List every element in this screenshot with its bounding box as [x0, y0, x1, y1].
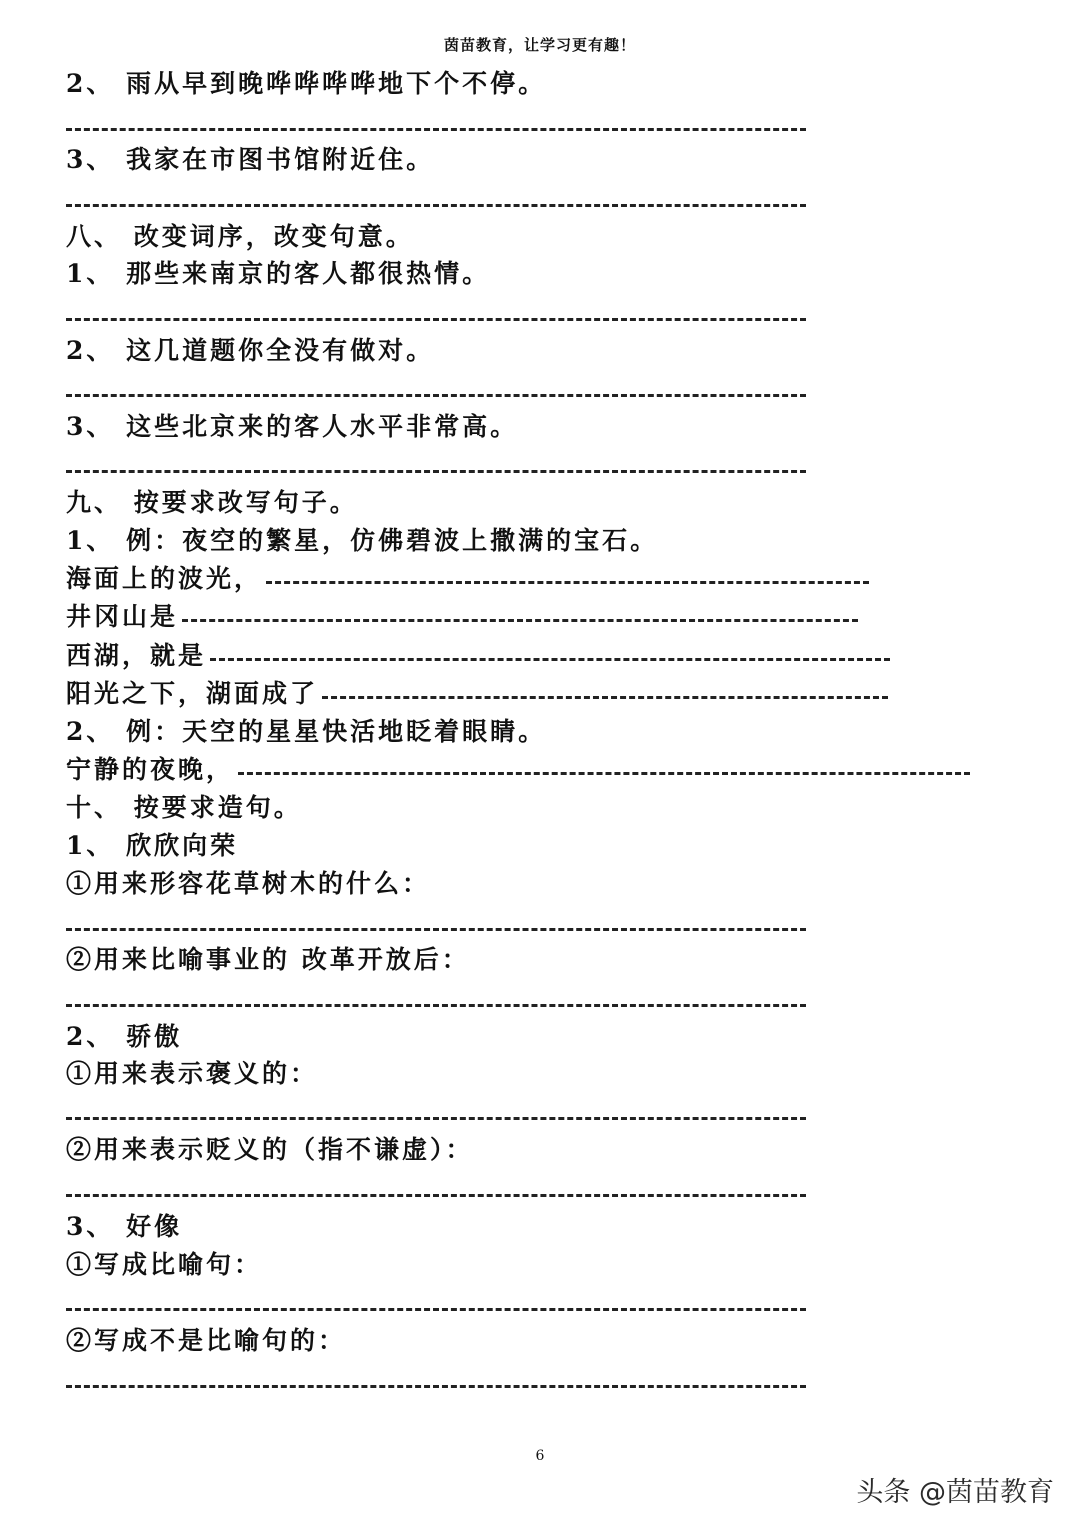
page-number: 6 — [535, 1448, 545, 1464]
answer-blank[interactable] — [182, 619, 858, 622]
watermark: 头条 @茵苗教育 — [856, 1477, 1054, 1508]
section-heading: 九、 按要求改写句子。 — [66, 488, 358, 517]
question-line: 3、 好像 — [66, 1212, 183, 1241]
fill-prompt: 阳光之下，湖面成了 — [66, 679, 319, 708]
answer-blank[interactable] — [66, 1194, 806, 1197]
answer-blank[interactable] — [66, 204, 806, 207]
question-line: ①用来形容花草树木的什么： — [66, 869, 431, 898]
question-line: 2、 骄傲 — [66, 1022, 183, 1051]
answer-blank[interactable] — [66, 318, 806, 321]
fill-prompt: 井冈山是 — [66, 602, 179, 631]
fill-line — [66, 601, 858, 633]
section-heading: 八、 改变词序，改变句意。 — [66, 222, 414, 251]
question-line: 3、 这些北京来的客人水平非常高。 — [66, 412, 519, 441]
fill-line — [66, 640, 890, 672]
answer-blank[interactable] — [66, 394, 806, 397]
question-line: ②用来比喻事业的 改革开放后： — [66, 945, 470, 974]
fill-prompt: 宁静的夜晚， — [66, 755, 235, 784]
answer-blank[interactable] — [322, 696, 888, 699]
fill-line — [66, 563, 869, 595]
fill-prompt: 海面上的波光， — [66, 564, 263, 593]
answer-blank[interactable] — [266, 581, 869, 584]
answer-blank[interactable] — [66, 128, 806, 131]
answer-blank[interactable] — [66, 1308, 806, 1311]
fill-prompt: 西湖，就是 — [66, 641, 207, 670]
answer-blank[interactable] — [66, 1385, 806, 1388]
page-header: 茵苗教育，让学习更有趣！ — [443, 36, 636, 54]
answer-blank[interactable] — [210, 658, 890, 661]
question-line: 2、 例：天空的星星快活地眨着眼睛。 — [66, 717, 547, 746]
answer-blank[interactable] — [66, 928, 806, 931]
question-line: 2、 这几道题你全没有做对。 — [66, 336, 435, 365]
question-line: 1、 例：夜空的繁星，仿佛碧波上撒满的宝石。 — [66, 526, 659, 555]
fill-line — [66, 678, 888, 710]
answer-blank[interactable] — [66, 1004, 806, 1007]
question-line: 3、 我家在市图书馆附近住。 — [66, 145, 435, 174]
fill-line — [66, 754, 970, 786]
question-line: ②写成不是比喻句的： — [66, 1326, 347, 1355]
answer-blank[interactable] — [66, 470, 806, 473]
question-line: ①用来表示褒义的： — [66, 1059, 319, 1088]
answer-blank[interactable] — [66, 1117, 806, 1120]
answer-blank[interactable] — [238, 772, 970, 775]
question-line: 2、 雨从早到晚哗哗哗哗地下个不停。 — [66, 69, 547, 98]
question-line: 1、 欣欣向荣 — [66, 831, 239, 860]
question-line: 1、 那些来南京的客人都很热情。 — [66, 259, 491, 288]
question-line: ②用来表示贬义的（指不谦虚）： — [66, 1135, 474, 1164]
section-heading: 十、 按要求造句。 — [66, 793, 302, 822]
question-line: ①写成比喻句： — [66, 1250, 263, 1279]
